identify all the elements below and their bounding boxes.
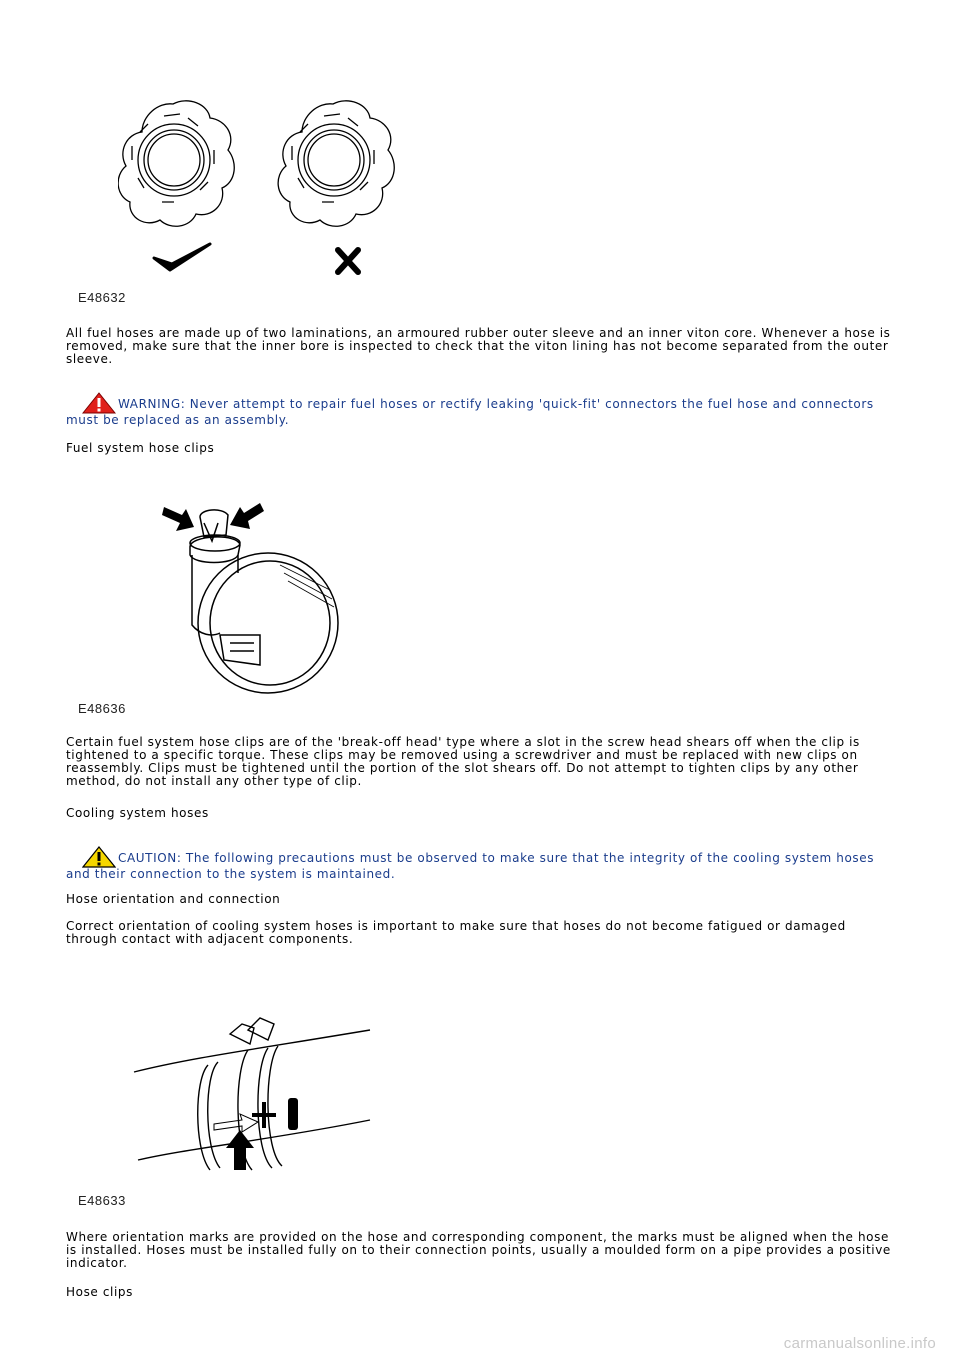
warning-note bbox=[66, 392, 896, 427]
heading-hose-orientation: Hose orientation and connection bbox=[66, 892, 281, 906]
filler-cap-correct bbox=[118, 101, 234, 226]
arrow-right-icon bbox=[230, 503, 264, 529]
paragraph-break-off-clips: Certain fuel system hose clips are of the 'break-off head' type where a slot in the screw head shears off when the clip is tightened to a specific torque. These clips may be removed using a screwdriver and must be replaced with new clips on reassembly. Clips must be tightened until the portion of the slot shears off. Do not attempt to tighten clips by any other method, do not install any other type of clip. bbox=[66, 735, 860, 788]
warning-triangle-icon bbox=[82, 392, 116, 414]
warning-text: WARNING: Never attempt to repair fuel hoses or rectify leaking 'quick-fit' connectors the fuel hose and connectors must be replaced as an assembly. bbox=[66, 397, 874, 427]
arrow-left-icon bbox=[162, 507, 194, 531]
caution-triangle-icon bbox=[82, 846, 116, 868]
cross-icon bbox=[338, 250, 358, 272]
figure-break-off-clip bbox=[160, 495, 360, 700]
alignment-mark-hose-cross bbox=[252, 1113, 276, 1117]
arrow-up-icon bbox=[226, 1130, 254, 1170]
heading-hose-clips: Hose clips bbox=[66, 1285, 133, 1299]
caution-note bbox=[66, 846, 896, 881]
alignment-mark-pipe bbox=[288, 1098, 298, 1130]
figure-filler-caps bbox=[118, 98, 428, 283]
watermark: carmanualsonline.info bbox=[783, 1335, 936, 1352]
heading-fuel-clips: Fuel system hose clips bbox=[66, 441, 215, 455]
figure-label: E48633 bbox=[78, 1193, 126, 1208]
figure-label: E48636 bbox=[78, 701, 126, 716]
arrow-right-icon bbox=[214, 1114, 258, 1132]
checkmark-icon bbox=[154, 244, 210, 270]
paragraph-hose-orientation: Correct orientation of cooling system hoses is important to make sure that hoses do not become fatigued or damaged through contact with adjacent components. bbox=[66, 919, 846, 946]
figure-orientation-marks bbox=[130, 1010, 380, 1190]
paragraph-orientation-marks: Where orientation marks are provided on the hose and corresponding component, the marks must be aligned when the hose is installed. Hoses must be installed fully on to their connection points, usually a moulded form on a pipe provides a positive indicator. bbox=[66, 1230, 891, 1270]
caution-text: CAUTION: The following precautions must be observed to make sure that the integrity of the cooling system hoses and their connection to the system is maintained. bbox=[66, 851, 875, 881]
filler-cap-incorrect bbox=[278, 101, 394, 226]
paragraph-fuel-hoses: All fuel hoses are made up of two laminations, an armoured rubber outer sleeve and an inner viton core. Whenever a hose is removed, make sure that the inner bore is inspected to check that the viton lining has not become separated from the outer sleeve. bbox=[66, 326, 891, 366]
heading-cooling-hoses: Cooling system hoses bbox=[66, 806, 209, 820]
figure-label: E48632 bbox=[78, 290, 126, 305]
